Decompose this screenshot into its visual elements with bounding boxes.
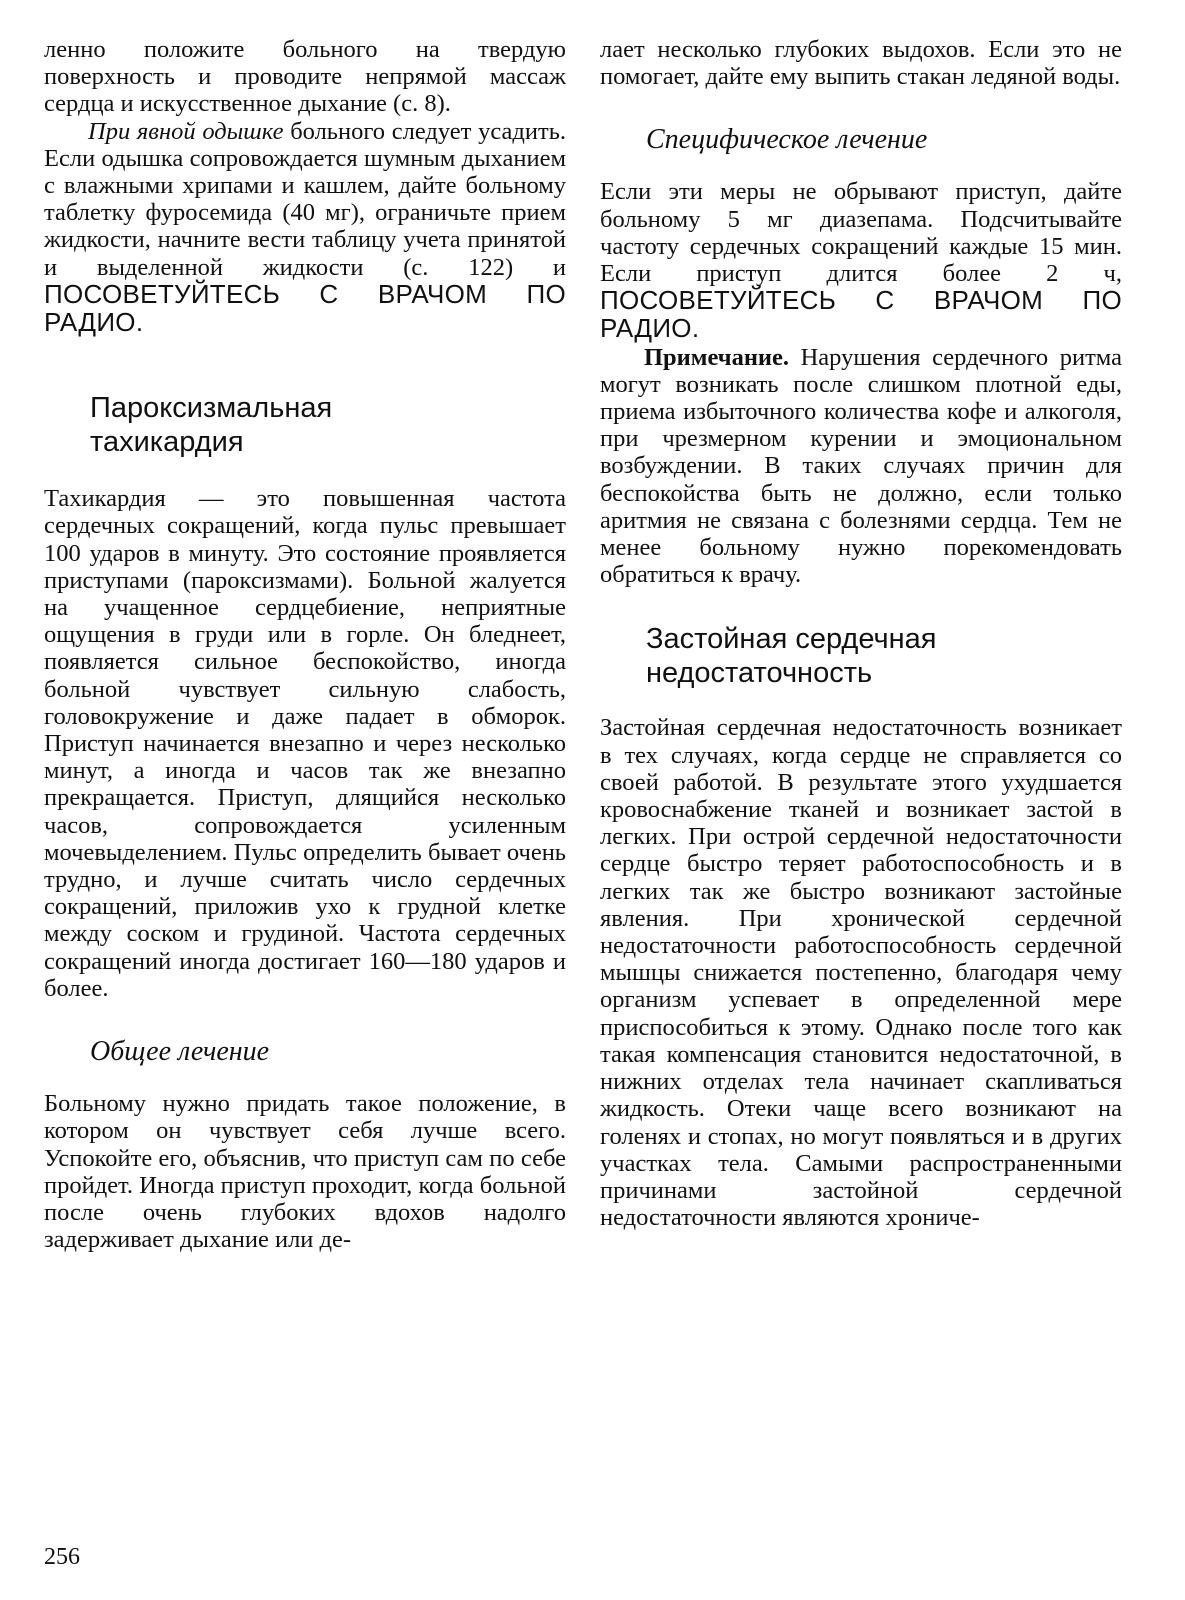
paragraph-note xyxy=(600,344,1122,589)
radio-consult-caps: ПОСОВЕТУЙТЕСЬ С ВРАЧОМ ПО РАДИО. xyxy=(600,285,1122,344)
italic-lead: При явной одышке xyxy=(88,117,284,145)
radio-consult-caps: ПОСОВЕТУЙТЕСЬ С ВРАЧОМ ПО РАДИО. xyxy=(44,278,566,338)
note-label: Примечание. xyxy=(644,343,790,371)
left-column xyxy=(44,36,566,1253)
paragraph-continuation: лает несколько глубоких выдохов. Если это не помогает, дайте ему выпить стакан ледяной воды. xyxy=(600,36,1122,91)
right-column xyxy=(600,36,1122,1231)
subheading-general-treatment: Общее лечение xyxy=(90,1036,270,1068)
heading-line: тахикардия xyxy=(90,426,244,459)
paragraph-text: больного следует усадить. Если одышка сопровождается шумным дыханием с влажными хрипами и кашлем, дайте больному таблетку фуросемида (40 мг), ограничьте прием жидкости, начните вести таблицу учета принятой и выделенной жидкости (с. 122) и xyxy=(44,117,566,281)
page-number: 256 xyxy=(44,1544,80,1570)
subheading-specific-treatment: Специфическое лечение xyxy=(646,124,928,156)
paragraph-heart-failure: Застойная сердечная недостаточность возникает в тех случаях, когда сердце не справляется со своей работой. В результате этого ухудшается кровоснабжение тканей и возникает застой в легких. При острой сердечной недостаточности сердце быстро теряет работоспособность и в легких так же быстро возникают застойные явления. При хронической сердечной недостаточности работоспособность сердечной мышцы снижается постепенно, благодаря чему организм успевает в определенной мере приспособиться к этому. Однако после того как такая компенсация становится недостаточной, в нижних отделах тела начинает скапливаться жидкость. Отеки чаще всего возникают на голенях и стопах, но могут появляться и в других участках тела. Самыми распространенными причинами застойной сердечной недостаточности являются хрониче- xyxy=(600,714,1122,1232)
section-heading-heart-failure xyxy=(600,622,1122,690)
paragraph-specific-treatment xyxy=(600,178,1122,343)
paragraph-tachycardia-description: Тахикардия — это повышенная частота сердечных сокращений, когда пульс превышает 100 ударов в минуту. Это состояние проявляется приступами (пароксизмами). Больной жалуется на учащенное сердцебиение, неприятные ощущения в груди или в горле. Он бледнеет, появляется сильное беспокойство, иногда больной чувствует сильную слабость, головокружение и даже падает в обморок. Приступ начинается внезапно и через несколько минут, а иногда и часов так же внезапно прекращается. Приступ, длящийся несколько часов, сопровождается усиленным мочевыделением. Пульс определить бывает очень трудно, и лучше считать число сердечных сокращений, приложив ухо к грудной клетке между соском и грудиной. Частота сердечных сокращений иногда достигает 160—180 ударов и более. xyxy=(44,485,566,1002)
section-heading-tachycardia xyxy=(44,391,566,459)
heading-line: Застойная сердечная xyxy=(646,623,937,656)
paragraph-continuation: ленно положите больного на твердую поверхность и проводите непрямой массаж сердца и искусственное дыхание (с. 8). xyxy=(44,36,566,118)
paragraph-dyspnea xyxy=(44,118,566,338)
heading-line: недостаточность xyxy=(646,657,873,690)
paragraph-general-treatment: Больному нужно придать такое положение, в котором он чувствует себя лучше всего. Успокойте его, объяснив, что приступ сам по себе пройдет. Иногда приступ проходит, когда больной после очень глубоких вдохов надолго задерживает дыхание или де- xyxy=(44,1090,566,1254)
note-text: Нарушения сердечного ритма могут возникать после слишком плотной еды, приема избыточного количества кофе и алкоголя, при чрезмерном курении и эмоциональном возбуждении. В таких случаях причин для беспокойства быть не должно, если только аритмия не связана с болезнями сердца. Тем не менее больному нужно порекомендовать обратиться к врачу. xyxy=(600,343,1122,589)
paragraph-text: Если эти меры не обрывают приступ, дайте больному 5 мг диазепама. Подсчитывайте частоту сердечных сокращений каждые 15 мин. Если приступ длится более 2 ч, xyxy=(600,178,1122,288)
heading-line: Пароксизмальная xyxy=(90,392,333,425)
